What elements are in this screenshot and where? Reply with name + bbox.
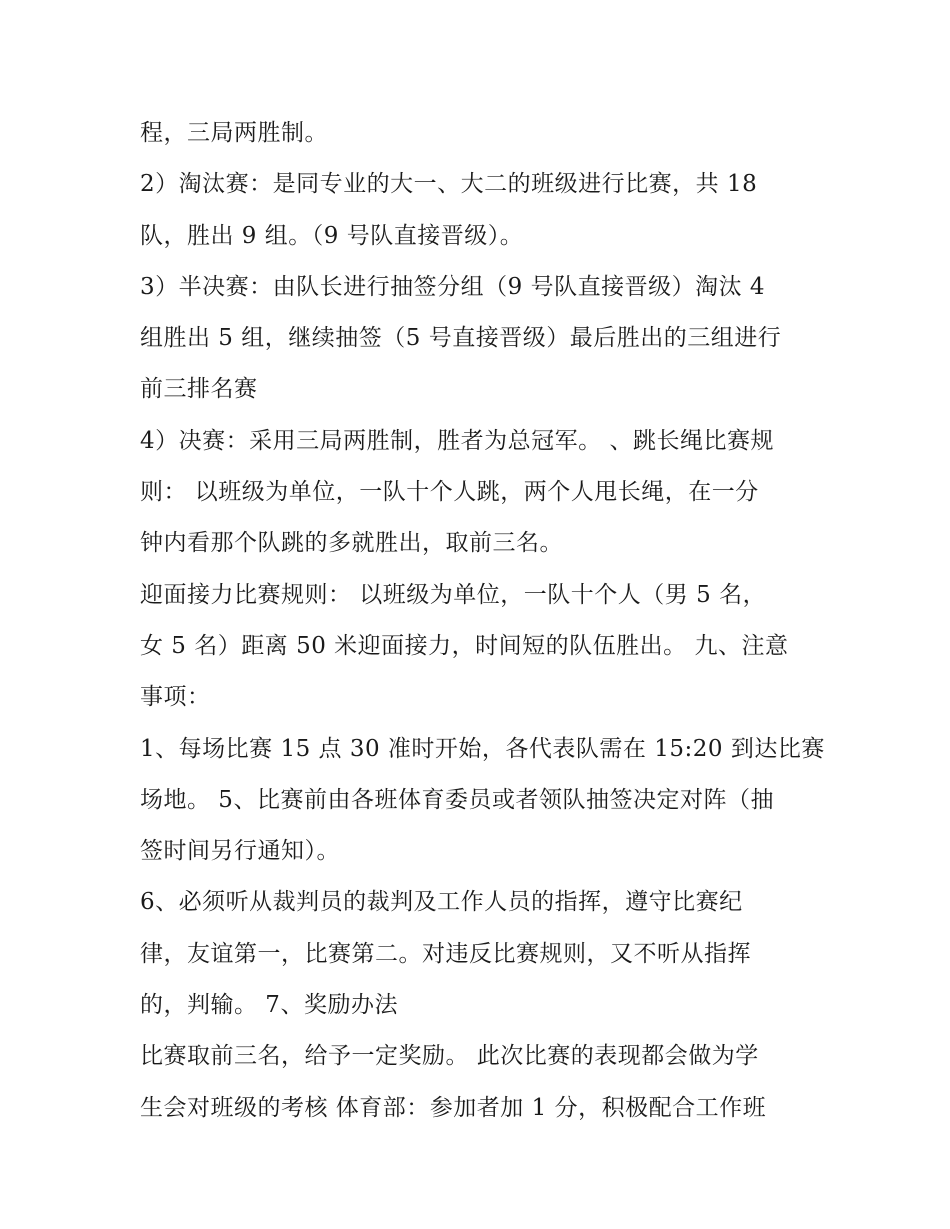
text-line: 钟内看那个队跳的多就胜出，取前三名。 — [140, 530, 563, 557]
document-body — [140, 108, 825, 1134]
text-line: 1、每场比赛 15 点 30 准时开始，各代表队需在 15:20 到达比赛 — [140, 735, 825, 762]
text-line: 事项： — [140, 684, 211, 711]
text-line: 比赛取前三名，给予一定奖励。 此次比赛的表现都会做为学 — [140, 1043, 759, 1070]
text-line: 律，友谊第一，比赛第二。对违反比赛规则，又不听从指挥 — [140, 940, 751, 967]
text-line: 队，胜出 9 组。（9 号队直接晋级）。 — [140, 222, 524, 249]
text-line: 签时间另行通知）。 — [140, 838, 340, 865]
text-line: 6、必须听从裁判员的裁判及工作人员的指挥，遵守比赛纪 — [140, 889, 743, 916]
text-line: 2）淘汰赛：是同专业的大一、大二的班级进行比赛，共 18 — [140, 171, 758, 198]
text-line: 3）半决赛：由队长进行抽签分组（9 号队直接晋级）淘汰 4 — [140, 273, 766, 300]
text-line: 场地。 5、比赛前由各班体育委员或者领队抽签决定对阵（抽 — [140, 786, 774, 813]
text-line: 4）决赛：采用三局两胜制，胜者为总冠军。 、跳长绳比赛规 — [140, 427, 774, 454]
text-line: 迎面接力比赛规则： 以班级为单位，一队十个人（男 5 名， — [140, 581, 767, 608]
text-line: 生会对班级的考核 体育部：参加者加 1 分，积极配合工作班 — [140, 1094, 767, 1121]
text-line: 前三排名赛 — [140, 376, 258, 403]
text-line: 程，三局两胜制。 — [140, 120, 328, 146]
text-line: 组胜出 5 组，继续抽签（5 号直接晋级）最后胜出的三组进行 — [140, 325, 782, 352]
text-line: 则： 以班级为单位，一队十个人跳，两个人甩长绳，在一分 — [140, 479, 759, 506]
text-line: 女 5 名）距离 50 米迎面接力，时间短的队伍胜出。 九、注意 — [140, 632, 789, 659]
text-line: 的，判输。 7、奖励办法 — [140, 992, 398, 1019]
